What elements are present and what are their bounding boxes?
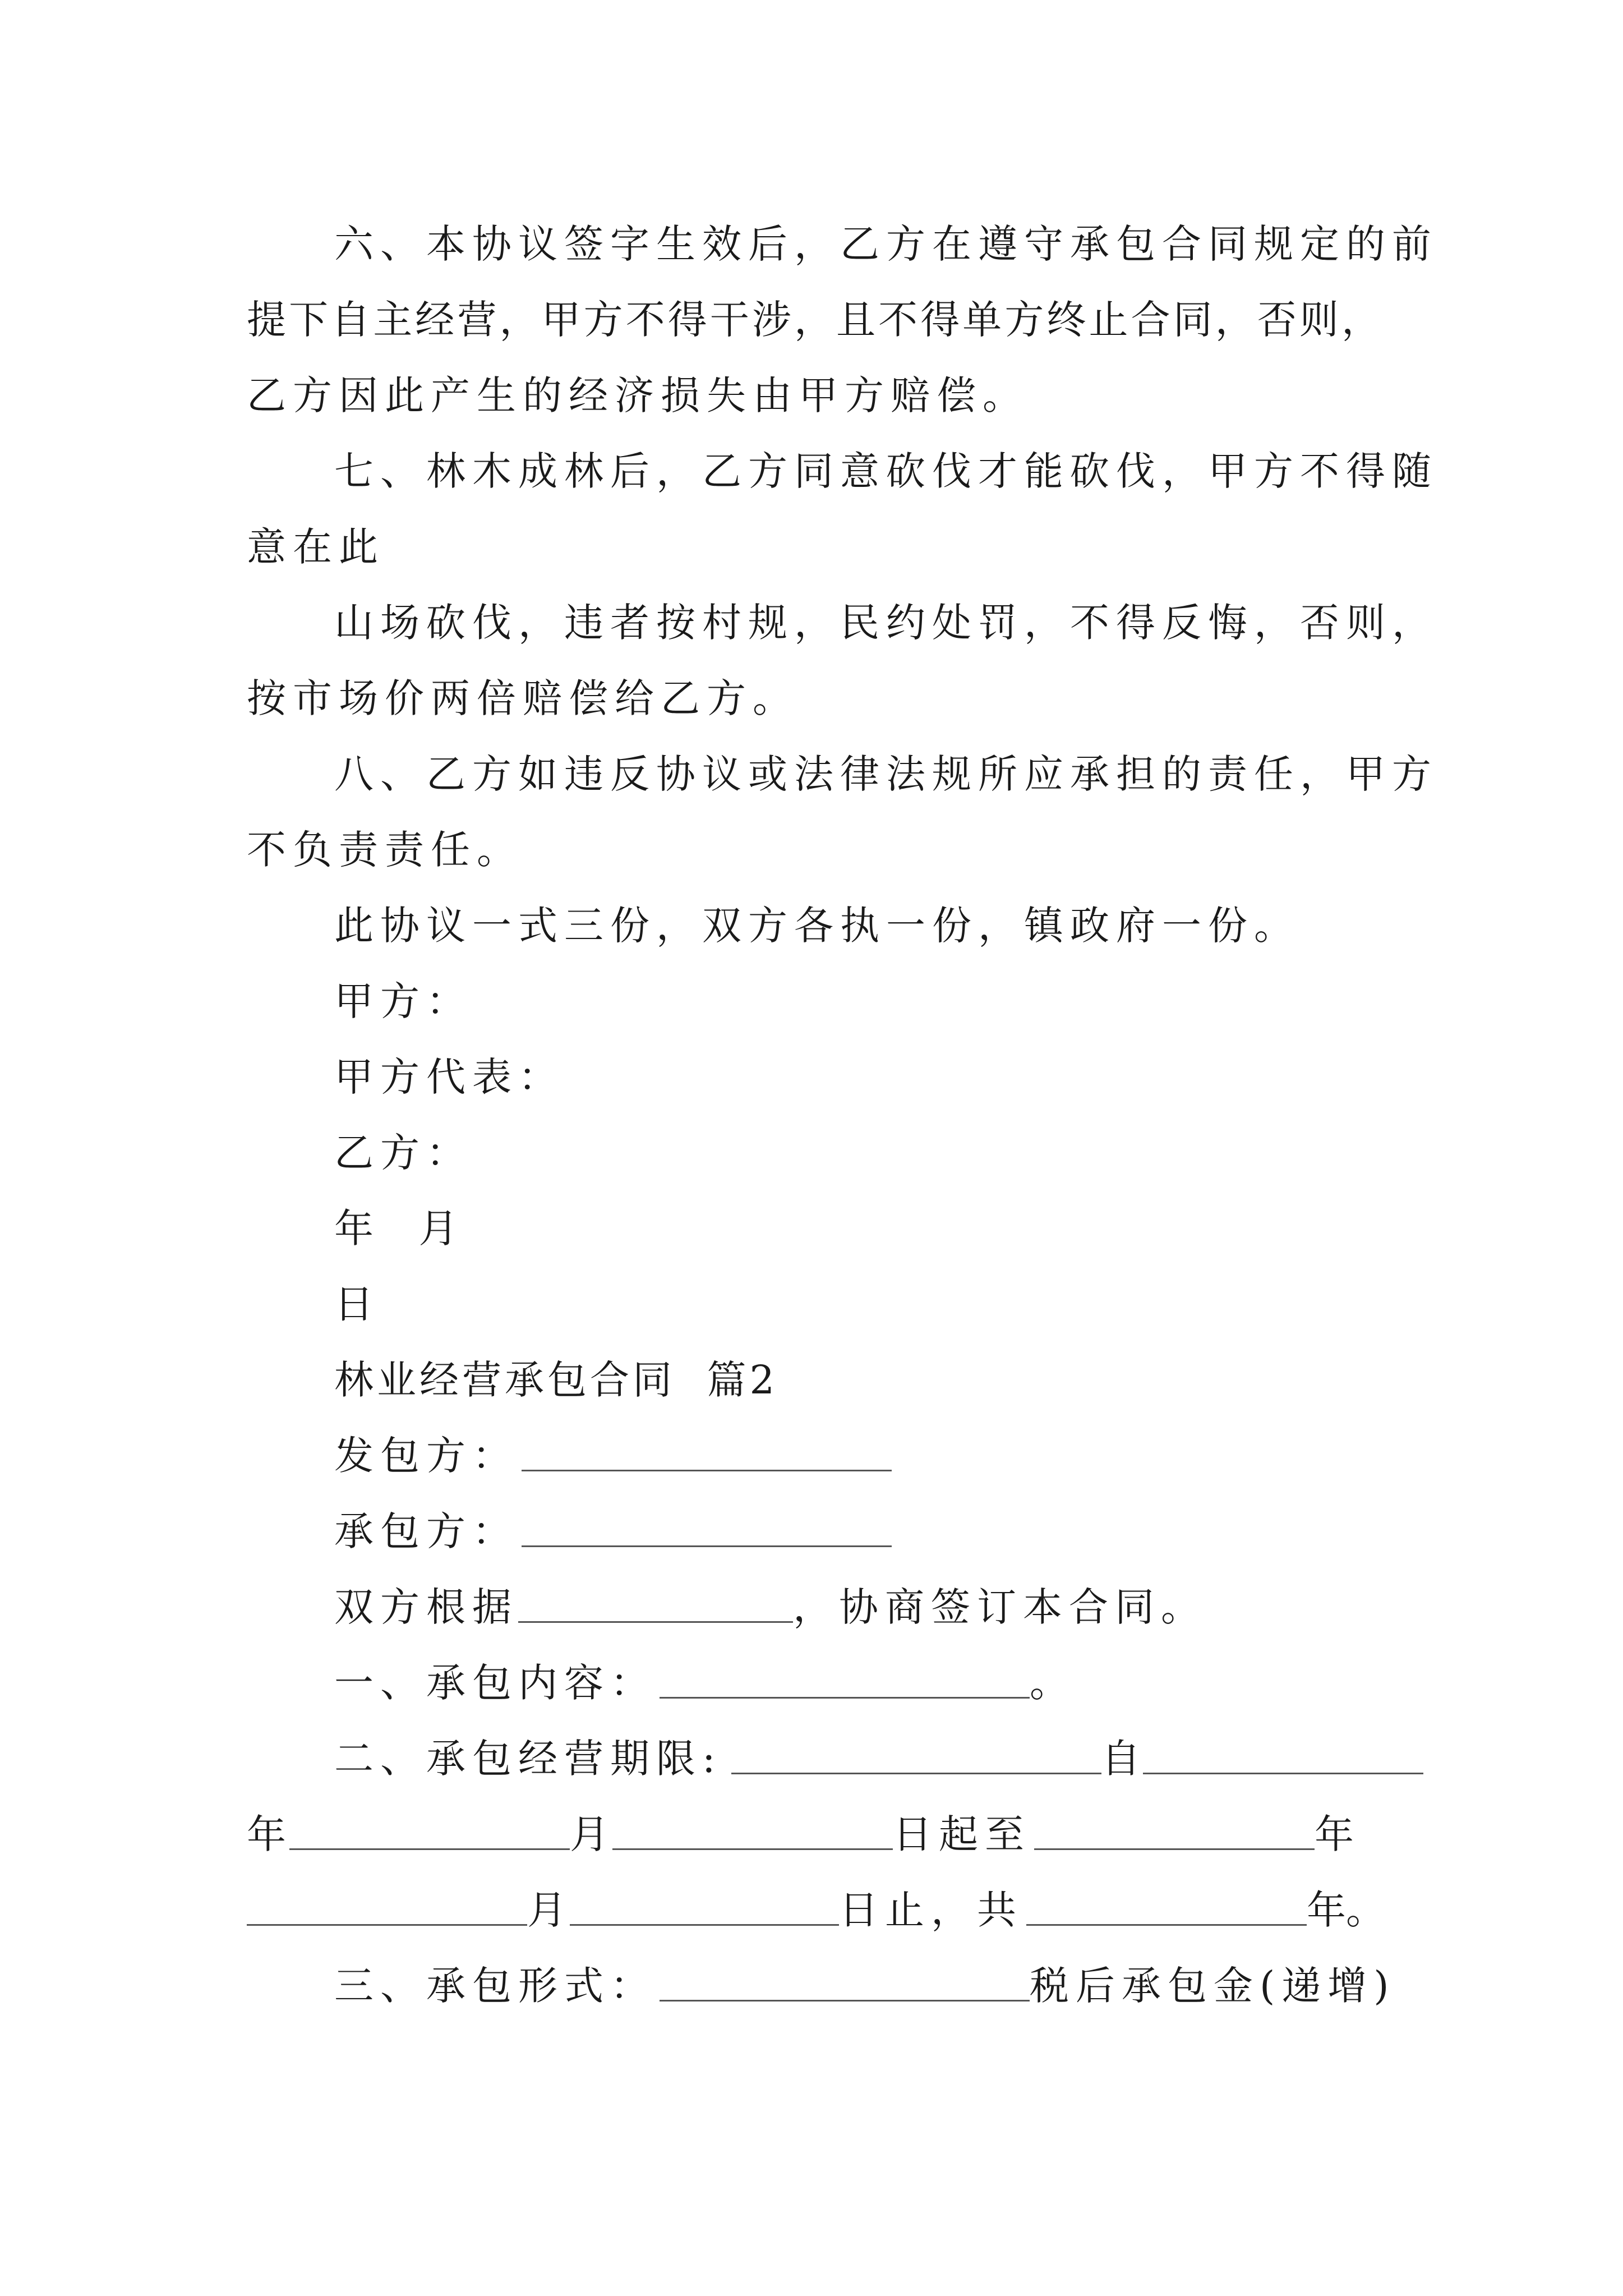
copies-statement: 此协议一式三份，双方各执一份，镇政府一份。 (334, 903, 1300, 949)
term-blank-start-year[interactable] (1143, 1739, 1423, 1774)
party-a-representative-label: 甲方代表： (334, 1054, 564, 1100)
clause-7-line-1: 七、林木成林后，乙方同意砍伐才能砍伐，甲方不得随 (334, 448, 1438, 494)
term-blank-1[interactable] (731, 1739, 1101, 1774)
term-month-label: 月 (570, 1811, 609, 1857)
issuer-blank[interactable] (522, 1436, 892, 1471)
content-end: 。 (1030, 1660, 1069, 1706)
clause-8-line-1: 八、乙方如违反协议或法律法规所应承担的责任，甲方 (334, 751, 1438, 797)
party-a-label: 甲方： (334, 978, 472, 1024)
issuer-label: 发包方： (334, 1433, 518, 1479)
term-day-end: 日止，共 (839, 1887, 1023, 1933)
clause-7b-line-2: 按市场价两倍赔偿给乙方。 (247, 675, 799, 721)
term-row-2 (247, 1806, 1354, 1862)
form-suffix: 税后承包金(递增) (1030, 1963, 1396, 2009)
clause-8-line-2: 不负责责任。 (247, 827, 523, 873)
term-blank-start-month[interactable] (289, 1815, 570, 1850)
basis-prefix: 双方根据 (334, 1584, 518, 1630)
clause-6-line-3: 乙方因此产生的经济损失由甲方赔偿。 (247, 372, 1029, 418)
clause-7b-line-1: 山场砍伐，违者按村规，民约处罚，不得反悔，否则， (334, 600, 1438, 646)
contract-2-heading: 林业经营承包合同 篇2 (334, 1357, 778, 1403)
term-from: 自 (1101, 1736, 1141, 1782)
party-b-label: 乙方： (334, 1130, 472, 1176)
date-year-month: 年 月 (334, 1205, 465, 1251)
term-label: 二、承包经营期限: (334, 1736, 722, 1782)
form-blank[interactable] (660, 1966, 1030, 2001)
clause-7-line-2: 意在此 (247, 524, 385, 570)
term-row-1 (334, 1731, 1423, 1787)
term-year2-label: 年 (1315, 1811, 1354, 1857)
term-blank-start-day[interactable] (612, 1815, 893, 1850)
term-year-label: 年 (247, 1811, 286, 1857)
term-day-start: 日起至 (893, 1811, 1031, 1857)
term-blank-end-day[interactable] (570, 1890, 839, 1926)
content-blank[interactable] (660, 1663, 1030, 1699)
term-blank-end-month[interactable] (247, 1890, 527, 1926)
clause-6-line-2: 提下自主经营，甲方不得干涉，且不得单方终止合同，否则， (247, 297, 1381, 343)
form-row (334, 1958, 1396, 2014)
term-blank-total-years[interactable] (1026, 1890, 1307, 1926)
form-label: 三、承包形式： (334, 1963, 656, 2009)
term-years-total: 年。 (1307, 1887, 1385, 1933)
date-day: 日 (334, 1281, 380, 1327)
content-row (334, 1655, 1069, 1711)
basis-blank[interactable] (518, 1588, 793, 1623)
term-month2-label: 月 (527, 1887, 566, 1933)
basis-row (334, 1579, 1207, 1635)
basis-suffix: ，协商签订本合同。 (793, 1584, 1207, 1630)
term-blank-end-year[interactable] (1034, 1815, 1315, 1850)
contractor-row (334, 1503, 892, 1559)
clause-6-line-1: 六、本协议签字生效后，乙方在遵守承包合同规定的前 (334, 221, 1438, 267)
contractor-blank[interactable] (522, 1512, 892, 1547)
contractor-label: 承包方： (334, 1508, 518, 1554)
issuer-row (334, 1428, 892, 1484)
content-label: 一、承包内容： (334, 1660, 656, 1706)
term-row-3 (247, 1882, 1385, 1938)
